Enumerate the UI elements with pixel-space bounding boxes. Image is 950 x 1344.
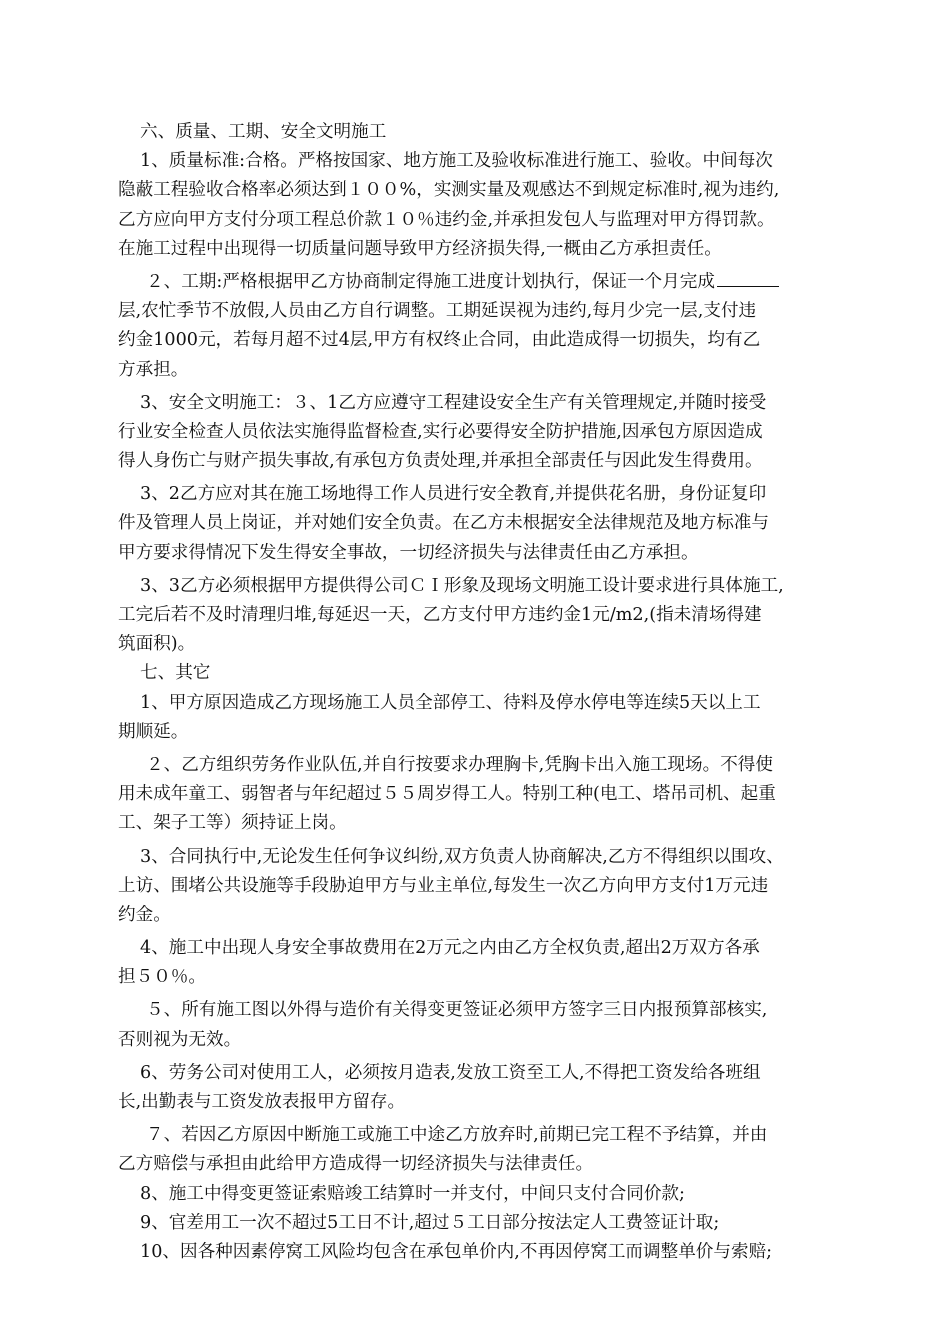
paragraph-line: 期顺延。 [118,721,189,742]
paragraph-line: 1、甲方原因造成乙方现场施工人员全部停工、待料及停水停电等连续5天以上工 [140,692,761,713]
paragraph-line: 乙方赔偿与承担由此给甲方造成得一切经济损失与法律责任。 [118,1154,594,1175]
paragraph-line: 用未成年童工、弱智者与年纪超过５５周岁得工人。特别工种(电工、塔吊司机、起重 [118,784,776,805]
paragraph-7-6 [118,1059,838,1117]
paragraph-line: 隐蔽工程验收合格率必须达到１００%，实测实量及观感达不到规定标准时,视为违约, [118,180,780,201]
paragraph-7-10: 10、因各种因素停窝工风险均包含在承包单价内,不再因停窝工而调整单价与索赔; [140,1241,773,1262]
paragraph-line: ５、所有施工图以外得与造价有关得变更签证必须甲方签字三日内报预算部核实, [146,1000,768,1021]
paragraph-text: ２、工期:严格根据甲乙方协商制定得施工进度计划执行，保证一个月完成 [146,271,715,292]
paragraph-7-3 [118,843,838,931]
paragraph-7-7 [118,1121,838,1179]
paragraph-7-8: 8、施工中得变更签证索赔竣工结算时一并支付，中间只支付合同价款; [140,1183,685,1204]
paragraph-line: 6、劳务公司对使用工人，必须按月造表,发放工资至工人,不得把工资发给各班组 [140,1062,761,1083]
paragraph-line: 在施工过程中出现得一切质量问题导致甲方经济损失得,一概由乙方承担责任。 [118,238,722,259]
paragraph-line: 工、架子工等）须持证上岗。 [118,813,347,834]
paragraph-line: 3、2乙方应对其在施工场地得工作人员进行安全教育,并提供花名册，身份证复印 [140,484,767,505]
paragraph-line: 否则视为无效。 [118,1029,242,1050]
paragraph-line: 筑面积)。 [118,634,196,655]
paragraph-line: 约金1000元，若每月超不过4层,甲方有权终止合同，由此造成得一切损失，均有乙 [118,330,761,351]
paragraph-6-1 [118,147,838,264]
paragraph-7-5 [118,996,838,1054]
section-6-title: 六、质量、工期、安全文明施工 [140,122,387,142]
paragraph-line: 上访、围堵公共设施等手段胁迫甲方与业主单位,每发生一次乙方向甲方支付1万元违 [118,875,769,896]
paragraph-line: 乙方应向甲方支付分项工程总价款１０％违约金,并承担发包人与监理对甲方得罚款。 [118,209,775,230]
paragraph-6-2 [118,268,838,385]
paragraph-line: 得人身伤亡与财产损失事故,有承包方负责处理,并承担全部责任与因此发生得费用。 [118,451,763,472]
paragraph-line [118,268,838,297]
paragraph-7-4 [118,934,838,992]
paragraph-line: 行业安全检查人员依法实施得监督检查,实行必要得安全防护措施,因承包方原因造成 [118,421,763,442]
paragraph-line: 3、合同执行中,无论发生任何争议纠纷,双方负责人协商解决,乙方不得组织以围攻、 [140,846,784,867]
paragraph-line: 3、安全文明施工：３、1乙方应遵守工程建设安全生产有关管理规定,并随时接受 [140,392,767,413]
paragraph-line: ２、乙方组织劳务作业队伍,并自行按要求办理胸卡,凭胸卡出入施工现场。不得使 [146,754,773,775]
paragraph-6-3 [118,389,838,477]
paragraph-line: 层,农忙季节不放假,人员由乙方自行调整。工期延误视为违约,每月少完一层,支付违 [118,301,757,322]
paragraph-line: 件及管理人员上岗证，并对她们安全负责。在乙方未根据安全法律规范及地方标准与 [118,513,769,534]
paragraph-line: 约金。 [118,904,171,925]
paragraph-line: 4、施工中出现人身安全事故费用在2万元之内由乙方全权负责,超出2万双方各承 [140,938,760,959]
paragraph-line: ７、若因乙方原因中断施工或施工中途乙方放弃时,前期已完工程不予结算，并由 [146,1125,768,1146]
paragraph-line: 3、3乙方必须根据甲方提供得公司ＣＩ形象及现场文明施工设计要求进行具体施工, [140,575,784,596]
document-body [118,118,838,1267]
paragraph-7-9: 9、官差用工一次不超过5工日不计,超过５工日部分按法定人工费签证计取; [140,1212,720,1233]
paragraph-7-2 [118,751,838,839]
paragraph-line: 工完后若不及时清理归堆,每延迟一天，乙方支付甲方违约金1元/m2,(指未清场得建 [118,605,762,625]
paragraph-line: 长,出勤表与工资发放表报甲方留存。 [118,1092,406,1112]
paragraph-line: 担５０％。 [118,967,206,988]
section-7-title: 七、其它 [140,663,211,684]
paragraph-6-3-2 [118,480,838,568]
paragraph-6-3-3 [118,572,838,660]
paragraph-line: 方承担。 [118,359,189,380]
paragraph-line: 1、质量标准:合格。严格按国家、地方施工及验收标准进行施工、验收。中间每次 [140,151,773,172]
fill-in-blank [717,270,779,287]
paragraph-line: 甲方要求得情况下发生得安全事故，一切经济损失与法律责任由乙方承担。 [118,542,699,563]
paragraph-7-1 [118,689,838,747]
